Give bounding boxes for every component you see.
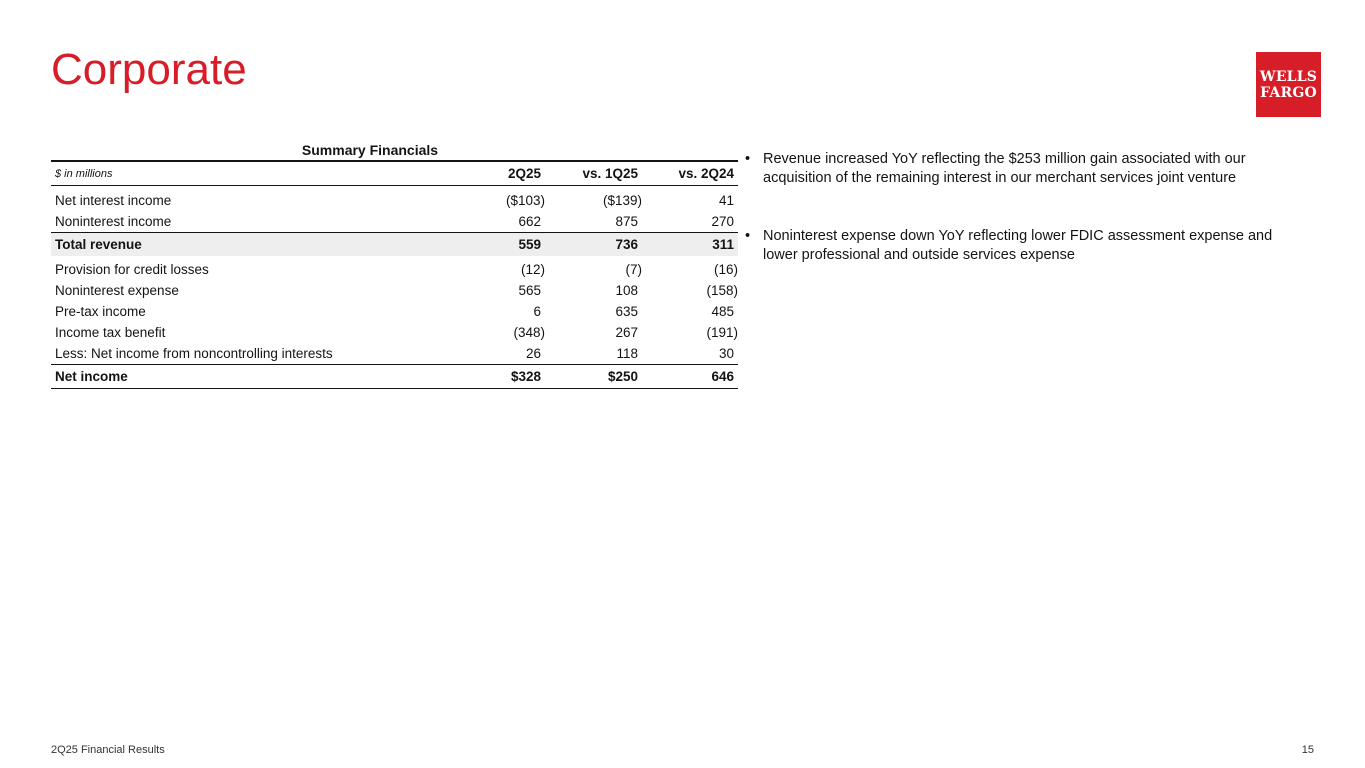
table-row xyxy=(51,256,738,280)
row-label: Pre-tax income xyxy=(55,304,146,319)
cell-vs-1q25: (7) xyxy=(625,262,642,277)
table-row xyxy=(51,190,738,211)
logo-line-1: WELLS xyxy=(1259,68,1318,85)
row-label: Noninterest expense xyxy=(55,283,179,298)
cell-vs-2q24: 30 xyxy=(718,346,734,361)
row-label: Income tax benefit xyxy=(55,325,166,340)
table-row xyxy=(51,301,738,322)
cell-vs-2q24: 646 xyxy=(711,369,734,384)
bullet-item xyxy=(745,150,1300,188)
bullet-dot-icon: • xyxy=(745,151,751,167)
logo-line-2: FARGO xyxy=(1260,84,1317,101)
row-label: Total revenue xyxy=(55,237,142,252)
page-number: 15 xyxy=(1301,744,1314,756)
cell-vs-2q24: (191) xyxy=(706,325,738,340)
cell-2q25: (348) xyxy=(513,325,545,340)
table-row xyxy=(51,322,738,343)
cell-vs-2q24: 485 xyxy=(711,304,734,319)
footer-label: 2Q25 Financial Results xyxy=(51,744,165,756)
table-caption: Summary Financials xyxy=(301,142,439,158)
cell-vs-1q25: $250 xyxy=(607,369,638,384)
table-row-total-revenue xyxy=(51,233,738,257)
bullet-text: Revenue increased YoY reflecting the $253 million gain associated with our acquisition of the remaining interest in our merchant services joint venture xyxy=(763,151,1246,186)
column-header-vs-2q24: vs. 2Q24 xyxy=(678,166,734,181)
cell-2q25: 565 xyxy=(518,283,541,298)
cell-vs-2q24: 270 xyxy=(711,214,734,229)
cell-2q25: 6 xyxy=(533,304,541,319)
bullet-item xyxy=(745,227,1300,265)
cell-vs-2q24: 311 xyxy=(712,237,734,252)
cell-vs-1q25: 736 xyxy=(615,237,638,252)
commentary-bullets xyxy=(745,150,1300,304)
row-label: Net interest income xyxy=(55,193,172,208)
row-label: Less: Net income from noncontrolling interests xyxy=(55,346,333,361)
summary-financials xyxy=(51,140,738,389)
row-label: Noninterest income xyxy=(55,214,172,229)
wells-fargo-logo xyxy=(1256,52,1321,117)
cell-vs-1q25: 875 xyxy=(615,214,638,229)
table-row xyxy=(51,343,738,365)
cell-vs-2q24: 41 xyxy=(718,193,734,208)
cell-2q25: ($103) xyxy=(505,193,545,208)
cell-vs-1q25: 118 xyxy=(616,346,638,361)
table-row xyxy=(51,211,738,233)
page-title: Corporate xyxy=(51,45,247,94)
table-row-net-income xyxy=(51,365,738,389)
cell-2q25: 662 xyxy=(518,214,541,229)
table-row xyxy=(51,280,738,301)
column-header-vs-1q25: vs. 1Q25 xyxy=(582,166,638,181)
cell-vs-1q25: 635 xyxy=(615,304,638,319)
row-label: Net income xyxy=(55,369,128,384)
cell-vs-1q25: ($139) xyxy=(602,193,642,208)
cell-2q25: (12) xyxy=(520,262,545,277)
cell-vs-2q24: (16) xyxy=(713,262,738,277)
cell-2q25: 26 xyxy=(525,346,541,361)
bullet-text: Noninterest expense down YoY reflecting lower FDIC assessment expense and lower professional and outside services expense xyxy=(763,228,1273,263)
units-label: $ in millions xyxy=(55,167,113,180)
summary-financials-table xyxy=(51,160,738,389)
cell-vs-2q24: (158) xyxy=(706,283,738,298)
bullet-dot-icon: • xyxy=(745,228,751,244)
cell-2q25: $328 xyxy=(510,369,541,384)
column-header-2q25: 2Q25 xyxy=(507,166,541,181)
cell-2q25: 559 xyxy=(518,237,541,252)
row-label: Provision for credit losses xyxy=(55,262,209,277)
cell-vs-1q25: 108 xyxy=(615,283,638,298)
table-header-row xyxy=(51,161,738,186)
cell-vs-1q25: 267 xyxy=(615,325,638,340)
